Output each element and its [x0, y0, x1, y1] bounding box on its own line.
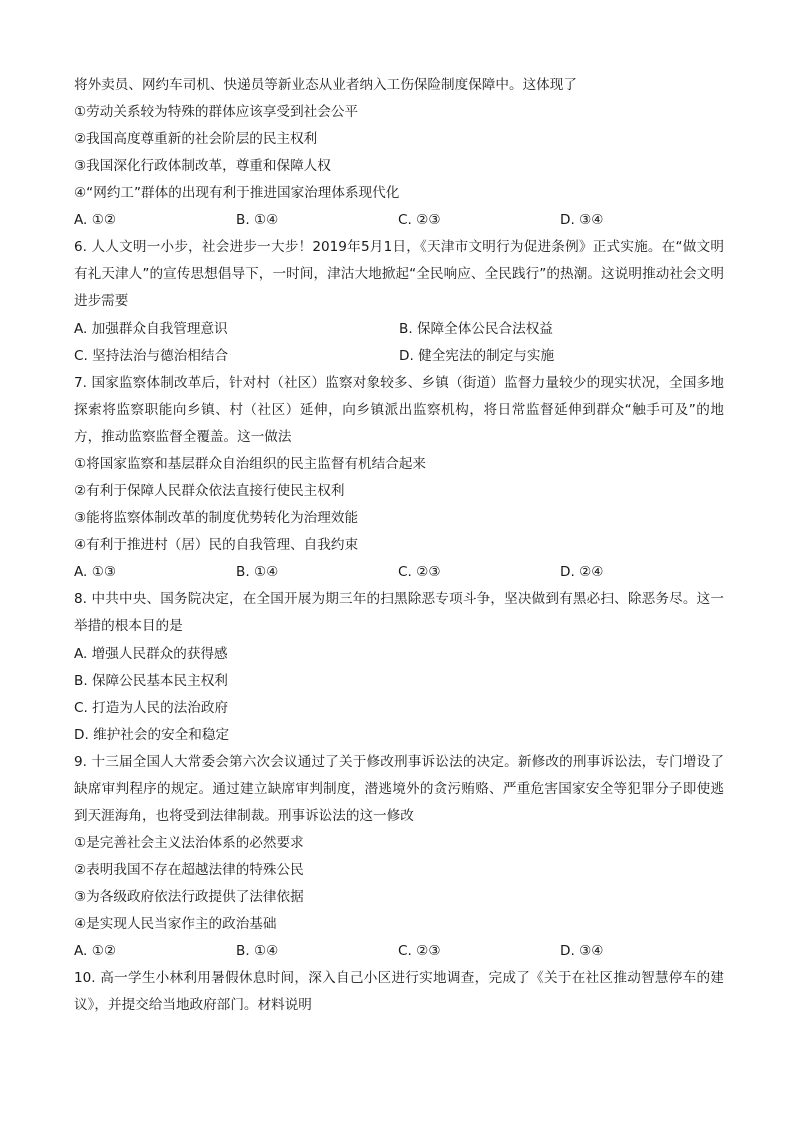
option-a: A. ①③: [74, 564, 117, 581]
question-9: [74, 749, 724, 966]
question-stem: 10. 高一学生小林利用暑假休息时间，深入自己小区进行实地调查，完成了《关于在社区推动智慧停车的建议》，并提交给当地政府部门。材料说明: [74, 970, 724, 1014]
answer-options: [74, 207, 724, 234]
option-d: D. ③④: [560, 212, 604, 228]
statement-1: ①是完善社会主义法治体系的必然要求: [74, 835, 304, 852]
statement-4: ④有利于推进村（居）民的自我管理、自我约束: [74, 537, 359, 554]
answer-options: [74, 316, 724, 343]
option-d: D. ③④: [560, 943, 604, 960]
statement-1: ①将国家监察和基层群众自治组织的民主监督有机结合起来: [74, 456, 427, 473]
option-c: C. 打造为人民的法治政府: [74, 699, 229, 716]
option-c: C. ②③: [398, 212, 441, 228]
question-5: [74, 72, 724, 234]
option-a: A. 加强群众自我管理意识: [74, 320, 228, 337]
option-c: C. ②③: [398, 943, 441, 960]
option-a: A. ①②: [74, 212, 117, 228]
question-7: [74, 370, 724, 587]
answer-options: [74, 559, 724, 586]
statement-2: ②有利于保障人民群众依法直接行使民主权利: [74, 483, 345, 500]
option-d: D. 维护社会的安全和稳定: [74, 726, 230, 743]
option-b: B. ①④: [236, 564, 279, 581]
question-stem: 7. 国家监察体制改革后，针对村（社区）监察对象较多、乡镇（街道）监督力量较少的现实状况，全国多地探索将监察职能向乡镇、村（社区）延伸，向乡镇派出监察机构，将日常监督延伸到群众“触手可及”的地方，推动监察监督全覆盖。这一做法: [74, 374, 724, 446]
statement-2: ②我国高度尊重新的社会阶层的民主权利: [74, 131, 318, 147]
option-c: C. 坚持法治与德治相结合: [74, 347, 229, 364]
option-b: B. ①④: [236, 212, 279, 228]
statement-3: ③为各级政府依法行政提供了法律依据: [74, 889, 304, 906]
option-b: B. 保障公民基本民主权利: [74, 672, 228, 689]
option-d: D. 健全宪法的制定与实施: [399, 347, 555, 364]
exam-page: [74, 72, 724, 1020]
question-8: [74, 586, 724, 748]
question-stem: 6. 人人文明一小步，社会进步一大步！2019年5月1日，《天津市文明行为促进条例》正式实施。在“做文明有礼天津人”的宣传思想倡导下，一时间，津沽大地掀起“全民响应、全民践行”的热潮。这说明推动社会文明进步需要: [74, 239, 724, 310]
question-10: [74, 965, 724, 1019]
question-stem: 将外卖员、网约车司机、快递员等新业态从业者纳入工伤保险制度保障中。这体现了: [74, 77, 577, 93]
question-stem: 8. 中共中央、国务院决定，在全国开展为期三年的扫黑除恶专项斗争，坚决做到有黑必扫、除恶务尽。这一举措的根本目的是: [74, 591, 724, 635]
statement-4: ④是实现人民当家作主的政治基础: [74, 916, 277, 933]
option-b: B. ①④: [236, 943, 279, 960]
statement-2: ②表明我国不存在超越法律的特殊公民: [74, 862, 304, 879]
option-a: A. 增强人民群众的获得感: [74, 645, 228, 662]
option-d: D. ②④: [560, 564, 604, 581]
answer-options: [74, 343, 724, 370]
statement-4: ④“网约工”群体的出现有利于推进国家治理体系现代化: [74, 185, 400, 201]
option-c: C. ②③: [398, 564, 441, 581]
statement-3: ③我国深化行政体制改革，尊重和保障人权: [74, 158, 331, 174]
statement-3: ③能将监察体制改革的制度优势转化为治理效能: [74, 510, 359, 527]
question-6: [74, 234, 724, 370]
option-b: B. 保障全体公民合法权益: [399, 320, 553, 337]
answer-options: [74, 938, 724, 965]
statement-1: ①劳动关系较为特殊的群体应该享受到社会公平: [74, 104, 359, 120]
question-stem: 9. 十三届全国人大常委会第六次会议通过了关于修改刑事诉讼法的决定。新修改的刑事诉讼法，专门增设了缺席审判程序的规定。通过建立缺席审判制度，潜逃境外的贪污贿赂、严重危害国家安全等犯罪分子即使逃到天涯海角，也将受到法律制裁。刑事诉讼法的这一修改: [74, 753, 724, 825]
option-a: A. ①②: [74, 943, 117, 960]
